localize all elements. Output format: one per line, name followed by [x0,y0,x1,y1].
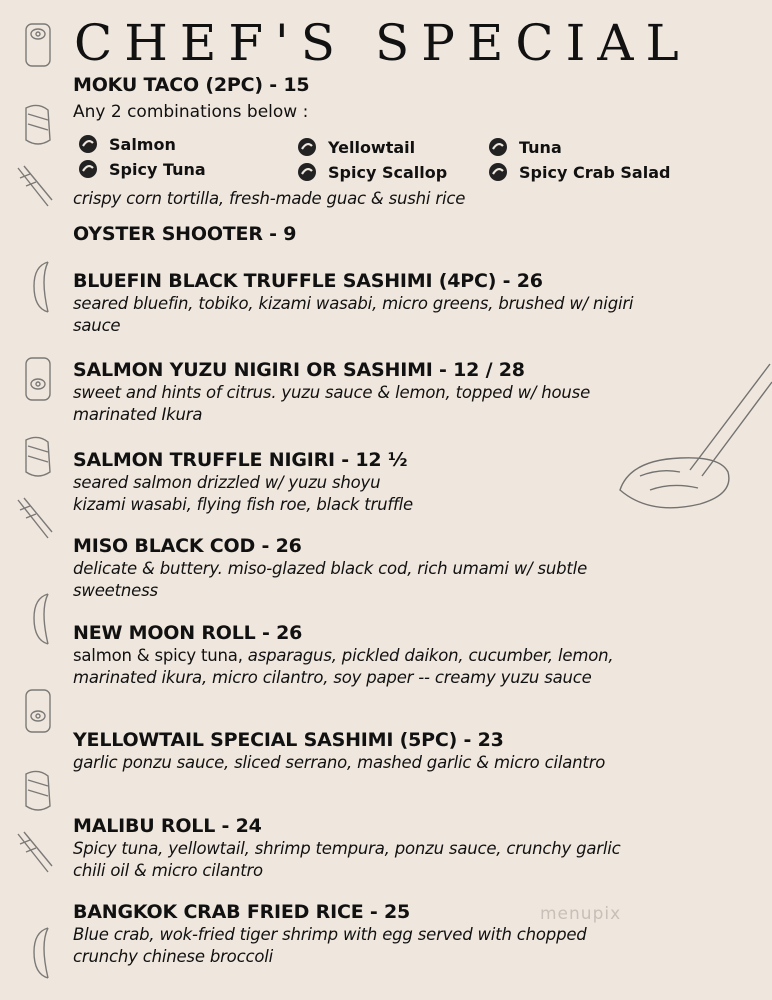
taco-option-label: Spicy Crab Salad [519,162,671,182]
menu-item [73,728,653,774]
taco-option [488,137,562,157]
fish-bullet-icon [488,162,508,182]
menu-item [73,358,653,425]
sushi-roll-sketch-icon [22,354,54,404]
menu-item-description: sweet and hints of citrus. yuzu sauce & lemon, topped w/ house marinated Ikura [73,383,591,424]
menu-item-description-plain: salmon & spicy tuna, [73,646,248,665]
menu-item-description-italic: asparagus, pickled daikon, cucumber, lemon, marinated ikura, micro cilantro, soy paper -- creamy yuzu sauce [73,646,614,687]
taco-option-label: Spicy Tuna [109,159,206,179]
fish-bullet-icon [488,137,508,157]
menu-item-name: MOKU TACO (2PC) - 15 [73,74,310,96]
chopsticks-sketch-icon [14,162,54,212]
menu-item-name: NEW MOON ROLL - 26 [73,622,303,644]
fish-bullet-icon [78,134,98,154]
taco-option-label: Spicy Scallop [328,162,448,182]
chopsticks-sketch-icon [14,494,54,544]
taco-option [78,134,176,154]
taco-option-label: Tuna [519,137,562,157]
taco-option [297,162,447,182]
menu-item-description: seared bluefin, tobiko, kizami wasabi, micro greens, brushed w/ nigiri sauce [73,294,634,335]
menu-item-name: YELLOWTAIL SPECIAL SASHIMI (5PC) - 23 [73,729,504,751]
nigiri-sketch-icon [20,432,56,482]
fish-bullet-icon [297,162,317,182]
menu-item-description: crispy corn tortilla, fresh-made guac & sushi rice [73,189,466,208]
menu-item-description: Spicy tuna, yellowtail, shrimp tempura, ponzu sauce, crunchy garlic chili oil & micro cilantro [73,839,621,880]
nigiri-sketch-icon [20,766,56,816]
menu-item-name: MALIBU ROLL - 24 [73,815,262,837]
menu-item [73,269,653,336]
fish-bullet-icon [297,137,317,157]
menu-item-description: seared salmon drizzled w/ yuzu shoyu [73,473,381,492]
menu-item-name: BLUEFIN BLACK TRUFFLE SASHIMI (4PC) - 26 [73,270,543,292]
menu-item [73,621,653,688]
sushi-roll-sketch-icon [30,924,52,982]
menu-item-description: Blue crab, wok-fried tiger shrimp with egg served with chopped crunchy chinese broccoli [73,925,587,966]
sushi-roll-sketch-icon [30,258,52,316]
menu-item-description: kizami wasabi, flying fish roe, black truffle [73,494,413,514]
taco-option [78,159,206,179]
taco-option [297,137,415,157]
watermark: menupix [540,904,622,924]
sushi-roll-sketch-icon [30,590,52,648]
page-title: CHEF'S SPECIAL [74,14,691,72]
sushi-roll-sketch-icon [22,20,54,70]
taco-option-label: Salmon [109,134,176,154]
menu-item-name: MISO BLACK COD - 26 [73,535,302,557]
menu-item-description: delicate & buttery. miso-glazed black cod, rich umami w/ subtle sweetness [73,559,588,600]
menu-item-name: SALMON YUZU NIGIRI OR SASHIMI - 12 / 28 [73,359,525,381]
menu-item-description: garlic ponzu sauce, sliced serrano, mashed garlic & micro cilantro [73,753,606,772]
nigiri-sketch-icon [20,100,56,150]
chopsticks-sketch-icon [14,828,54,878]
taco-option [488,162,670,182]
menu-item [73,448,653,515]
menu-item [73,814,653,881]
taco-intro: Any 2 combinations below : [73,102,309,122]
menu-item-name: OYSTER SHOOTER - 9 [73,223,297,245]
taco-option-label: Yellowtail [328,137,416,157]
sushi-roll-sketch-icon [22,686,54,736]
fish-bullet-icon [78,159,98,179]
menu-item-name: SALMON TRUFFLE NIGIRI - 12 ½ [73,449,408,471]
menu-item-description [73,645,653,688]
menu-item [73,534,653,601]
menu-item-name: BANGKOK CRAB FRIED RICE - 25 [73,901,411,923]
